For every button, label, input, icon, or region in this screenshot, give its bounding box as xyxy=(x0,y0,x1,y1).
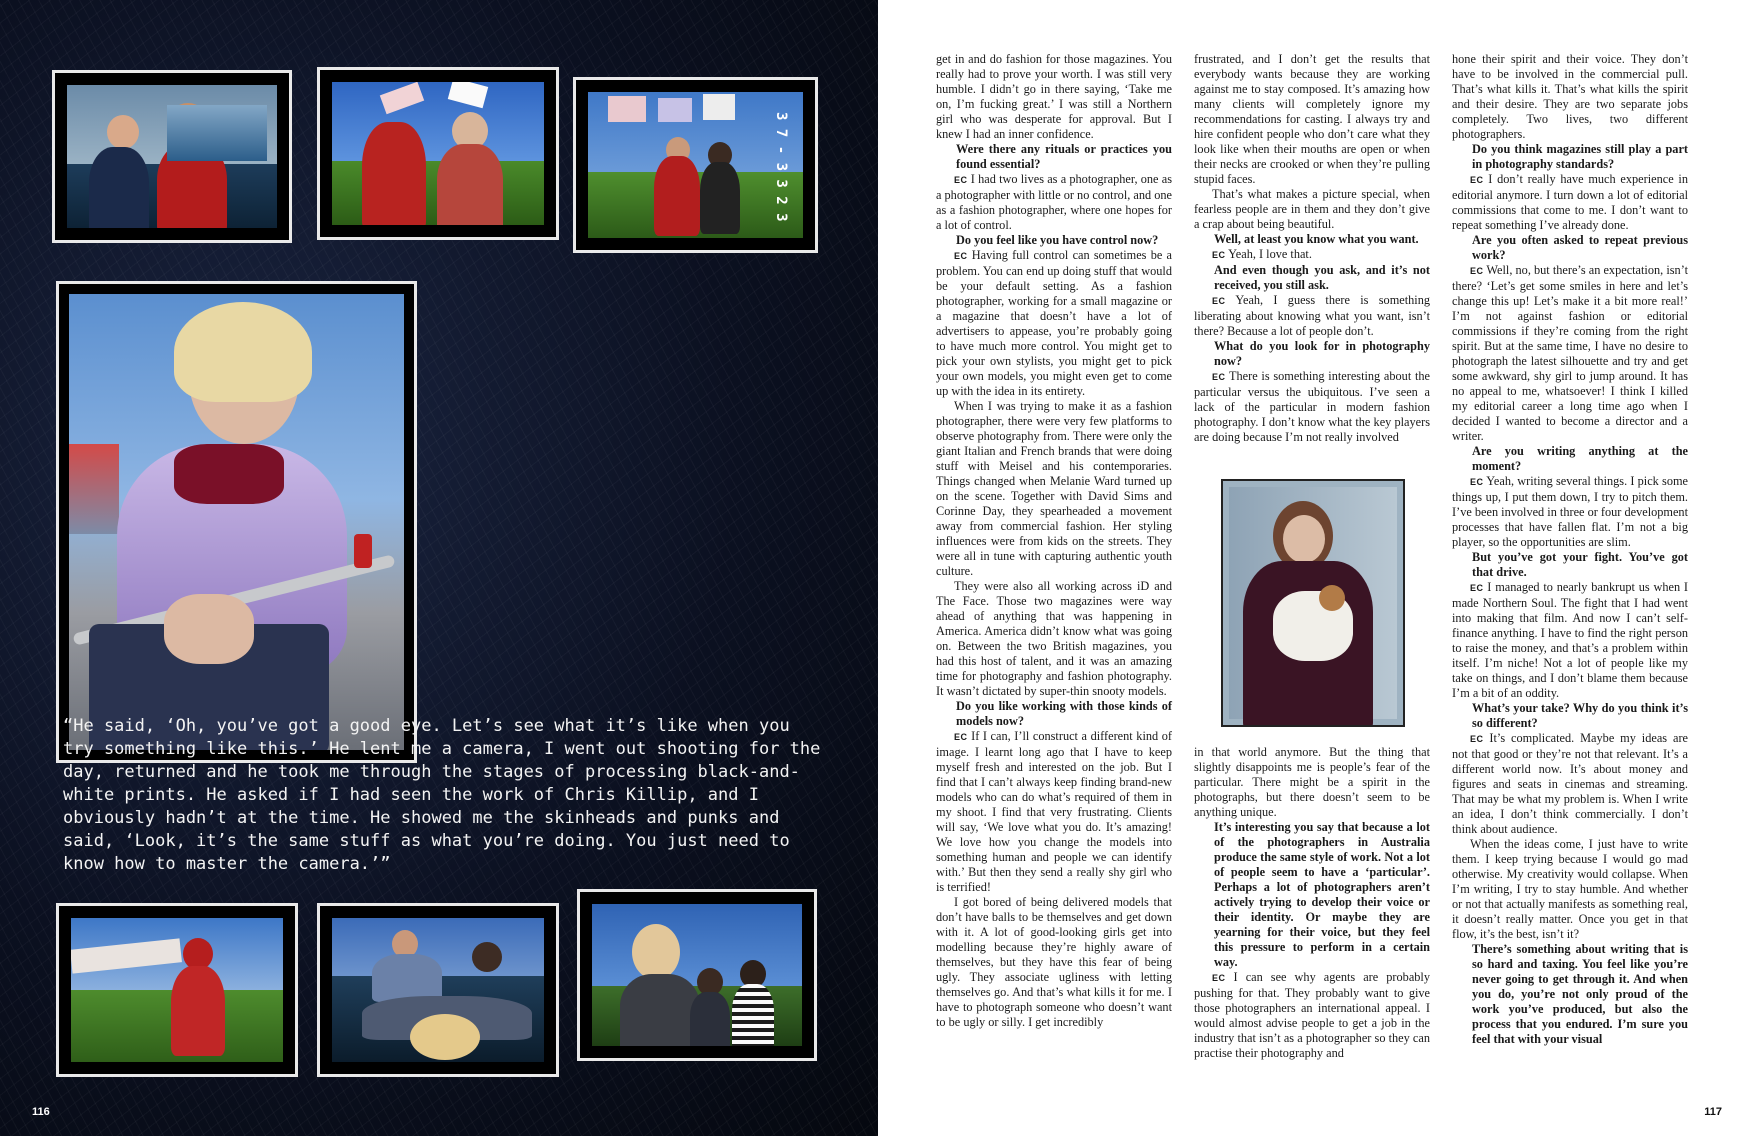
speaker-initials: EC xyxy=(1470,477,1484,487)
paragraph-text: And even though you ask, and it’s not received, you still ask. xyxy=(1214,263,1430,292)
article-column-2-bottom xyxy=(1194,745,1430,1061)
interview-question xyxy=(1452,233,1688,263)
interview-question xyxy=(1194,339,1430,369)
interview-answer xyxy=(936,248,1172,399)
photo-top-left xyxy=(52,70,292,243)
interview-question xyxy=(1452,142,1688,172)
body-paragraph xyxy=(1194,745,1430,820)
body-paragraph xyxy=(936,399,1172,579)
paragraph-text: When the ideas come, I just have to write them. I keep trying because I would go mad otherwise. My creativity would collapse. When I’m writing, I try to stay humble. And whether or not that actually manifests as something real, it doesn’t really matter. Once you get in that flow, it’s the best, isn’t it? xyxy=(1452,837,1688,941)
paragraph-text: I managed to nearly bankrupt us when I made Northern Soul. The fight that I had went into making that film. And now I can’t self-finance anything. I have to find the right person to raise the money, and that’s a problem within itself. I’m niche! Not a lot of people like my take on things, and I don’t blame them because I’m a bit of an oddity. xyxy=(1452,580,1688,700)
photo-bottom-right xyxy=(577,889,817,1061)
body-paragraph xyxy=(1194,52,1430,187)
paragraph-text: There is something interesting about the particular versus the ubiquitous. I’ve seen a lack of the particular in modern fashion photography. I don’t know what the key players are doing because I’m not really involved xyxy=(1194,369,1430,444)
right-page xyxy=(878,0,1750,1136)
interview-answer xyxy=(936,729,1172,895)
speaker-initials: EC xyxy=(1470,175,1484,185)
speaker-initials: EC xyxy=(1212,250,1226,260)
interview-answer xyxy=(1194,293,1430,339)
speaker-initials: EC xyxy=(1470,266,1484,276)
paragraph-text: Do you like working with those kinds of models now? xyxy=(956,699,1172,728)
paragraph-text: Well, at least you know what you want. xyxy=(1214,232,1419,246)
paragraph-text: Yeah, writing several things. I pick some things up, I put them down, I try to pitch them. I’ve been involved in three or four development processes that have fallen flat. I’m not a big player, so the opportunities are slim. xyxy=(1452,474,1688,549)
interview-question xyxy=(936,142,1172,172)
photo-bottom-left xyxy=(56,903,298,1077)
paragraph-text: When I was trying to make it as a fashion photographer, there were very few platforms to observe photography from. There were only the giant Italian and French brands that were doing stuff with Meisel and his contemporaries. Things changed when Melanie Ward turned up on the scene. Together with David Sims and Corinne Day, they spearheaded a movement away from commercial fashion. Her styling influences were from kids on the streets. They were all in tune with capturing authentic youth culture. xyxy=(936,399,1172,578)
interview-answer xyxy=(1452,263,1688,444)
paragraph-text: I got bored of being delivered models that don’t have balls to be themselves and get down with it. A lot of good-looking girls get into modelling because they’re highly aware of themselves, but they have this fear of being ugly. They associate ugliness with letting themselves go. And that’s what kills it for me. I have to photograph someone who doesn’t want to be ugly or silly. I get incredibly xyxy=(936,895,1172,1029)
paragraph-text: What’s your take? Why do you think it’s so different? xyxy=(1472,701,1688,730)
interview-answer xyxy=(1452,580,1688,701)
paragraph-text: Do you think magazines still play a part in photography standards? xyxy=(1472,142,1688,171)
speaker-initials: EC xyxy=(1212,296,1226,306)
speaker-initials: EC xyxy=(954,732,968,742)
photo-top-center xyxy=(317,67,559,240)
interview-answer xyxy=(1194,247,1430,263)
paragraph-text: Having full control can sometimes be a problem. You can end up doing stuff that would be your default setting. As a fashion photographer, working for a small magazine or a magazine that doesn’t have a lot of advertisers to appease, you’re probably going to have much more control. You might get to pick your own stylists, you might get to pick your own models, you might even get to come up with the idea in its entirety. xyxy=(936,248,1172,398)
pull-quote: “He said, ‘Oh, you’ve got a good eye. Let’s see what it’s like when you try something like this.’ He lent me a camera, I went out shooting for the day, returned and he took me through the stages of processing black-and-white prints. He asked if I had seen the work of Chris Killip, and I obviously hadn’t at the time. He showed me the skinheads and punks and said, ‘Look, it’s the same stuff as what you’re doing. You just need to know how to master the camera.’” xyxy=(63,716,831,874)
paragraph-text: I don’t really have much experience in editorial anymore. I turn down a lot of editorial commissions that come to me. I don’t want to repeat something I’ve already done. xyxy=(1452,172,1688,232)
paragraph-text: Were there any rituals or practices you found essential? xyxy=(956,142,1172,171)
speaker-initials: EC xyxy=(1212,372,1226,382)
paragraph-text: If I can, I’ll construct a different kind of image. I learnt long ago that I have to keep myself fresh and interested on the job. But I find that I can’t always keep finding brand-new models who can do what’s required of them in my shoot. I find that very frustrating. Clients will say, ‘We love what you do. It’s amazing! We love how you change the models into something human and people we can identify with.’ But then they send a really shy girl who is terrified! xyxy=(936,729,1172,894)
photo-top-right: 3 7 - 3 3 2 3 xyxy=(573,77,818,253)
article-column-1 xyxy=(936,52,1172,1030)
speaker-initials: EC xyxy=(954,251,968,261)
interview-answer xyxy=(1452,172,1688,233)
speaker-initials: EC xyxy=(1470,583,1484,593)
paragraph-text: Yeah, I love that. xyxy=(1225,247,1312,261)
paragraph-text: Do you feel like you have control now? xyxy=(956,233,1159,247)
paragraph-text: Yeah, I guess there is something liberating about knowing what you want, isn’t there? Because a lot of people don’t. xyxy=(1194,293,1430,338)
paragraph-text: There’s something about writing that is so hard and taxing. You feel like you’re never going to get through it. And when you do, you’re not only proud of the work you’ve produced, but also the process that you endured. I’m sure you feel that with your visual xyxy=(1472,942,1688,1046)
page-number-right: 117 xyxy=(1704,1106,1722,1118)
interview-question xyxy=(936,233,1172,248)
interview-question xyxy=(1452,550,1688,580)
interview-answer xyxy=(1452,474,1688,550)
paragraph-text: But you’ve got your fight. You’ve got that drive. xyxy=(1472,550,1688,579)
speaker-initials: EC xyxy=(1212,973,1226,983)
paragraph-text: Are you writing anything at the moment? xyxy=(1472,444,1688,473)
paragraph-text: I had two lives as a photographer, one as a photographer with little or no control, and one as a fashion photographer, where one hopes for a lot of control. xyxy=(936,172,1172,232)
interview-question xyxy=(1452,701,1688,731)
paragraph-text: That’s what makes a picture special, when fearless people are in them and they don’t give a crap about being beautiful. xyxy=(1194,187,1430,231)
speaker-initials: EC xyxy=(1470,734,1484,744)
page-number-left: 116 xyxy=(32,1106,50,1118)
interview-answer xyxy=(936,172,1172,233)
paragraph-text: get in and do fashion for those magazines. You really had to prove your worth. I was still very humble. I didn’t go in there saying, ‘Take me on, I’m fucking great.’ I was still a Northern girl who was desperate for approval. But I knew I had an inner confidence. xyxy=(936,52,1172,141)
photo-large-portrait xyxy=(56,281,417,763)
paragraph-text: Are you often asked to repeat previous work? xyxy=(1472,233,1688,262)
interview-question xyxy=(1452,942,1688,1047)
body-paragraph xyxy=(1452,837,1688,942)
paragraph-text: in that world anymore. But the thing that slightly disappoints me is people’s fear of the particular. There might be a spirit in the photographs, but there doesn’t seem to be anything unique. xyxy=(1194,745,1430,819)
body-paragraph xyxy=(936,579,1172,699)
interview-question xyxy=(936,699,1172,729)
interview-question xyxy=(1194,820,1430,970)
body-paragraph xyxy=(1194,187,1430,232)
paragraph-text: hone their spirit and their voice. They don’t have to be involved in the commercial pull. That’s what kills it. That’s what kills the spirit and their desire. They are two separate jobs completely. Two lives, two different photographers. xyxy=(1452,52,1688,141)
speaker-initials: EC xyxy=(954,175,968,185)
photo-bottom-center xyxy=(317,903,559,1077)
article-column-2-top xyxy=(1194,52,1430,445)
paragraph-text: They were also all working across iD and The Face. Those two magazines were way ahead of anything that was happening in America. America didn’t know what was going on. Between the two British magazines, you had this host of talent, and it was an amazing time for photography and fashion photography. It wasn’t dictated by super-thin snooty models. xyxy=(936,579,1172,698)
body-paragraph xyxy=(1452,52,1688,142)
paragraph-text: frustrated, and I don’t get the results that everybody wants because they are working against me to stay composed. It’s amazing how many clients will completely ignore my recommendations for casting. I always try and hire confident people who don’t care what they look like when their mouths are open or when their necks are crooked or when they’re pulling stupid faces. xyxy=(1194,52,1430,186)
interview-answer xyxy=(1194,970,1430,1061)
interview-question xyxy=(1194,263,1430,293)
interview-answer xyxy=(1452,731,1688,837)
photo-girl-with-dog xyxy=(1221,479,1405,727)
paragraph-text: It’s interesting you say that because a lot of the photographers in Australia produce the same style of work. Not a lot of people seem to have a ‘particular’. Perhaps a lot of photographers aren’t actively trying to develop their voice or their identity. Or maybe they are yearning for their voice, but they feel this pressure to perform in a certain way. xyxy=(1214,820,1430,969)
interview-question xyxy=(1452,444,1688,474)
paragraph-text: What do you look for in photography now? xyxy=(1214,339,1430,368)
paragraph-text: Well, no, but there’s an expectation, isn’t there? ‘Let’s get some smiles in here and let’s change this up! Let’s make it a bit more real!’ I’m not against fashion or editorial commissions if they’re coming from the right spirit. But at the same time, I have no desire to photograph the latest silhouette and try and get some awkward, shy girl to jump around. It has no appeal to me, whatsoever! I think I killed my editorial career a long time ago when I decided I wanted to become a director and a writer. xyxy=(1452,263,1688,443)
interview-question xyxy=(1194,232,1430,247)
body-paragraph xyxy=(936,895,1172,1030)
article-column-3 xyxy=(1452,52,1688,1047)
body-paragraph xyxy=(936,52,1172,142)
interview-answer xyxy=(1194,369,1430,445)
paragraph-text: I can see why agents are probably pushing for that. They probably want to give those photographers an international appeal. I would almost advise people to get a job in the industry that isn’t as a photographer so they can practise their photography and xyxy=(1194,970,1430,1060)
paragraph-text: It’s complicated. Maybe my ideas are not that good or they’re not that relevant. It’s a different world now. It’s about money and figures and seats in cinemas and streaming. That may be what my problem is. When I write an idea, I don’t think commercially. I don’t think about audience. xyxy=(1452,731,1688,836)
